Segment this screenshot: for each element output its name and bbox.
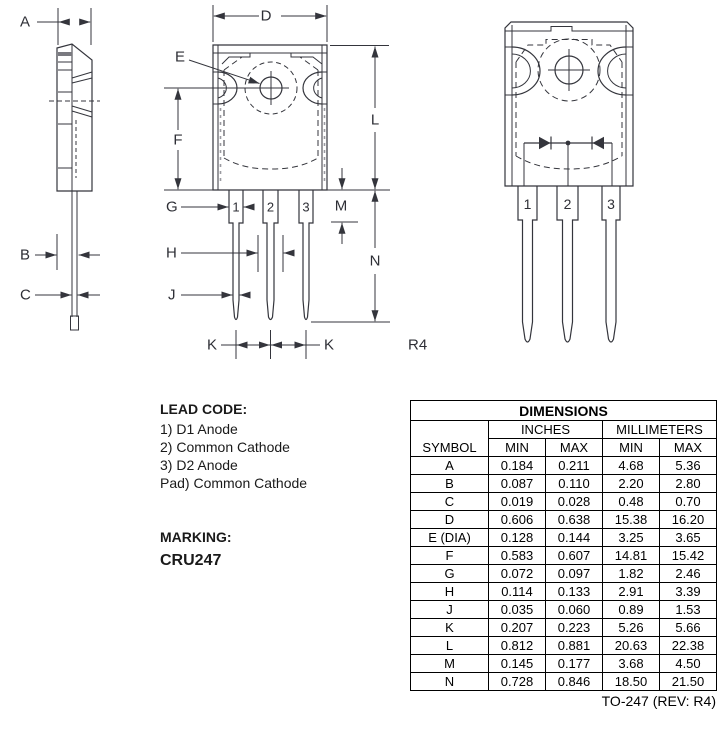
front-view-dimension-lines [164,5,390,359]
symbol-cell: L [411,637,489,655]
side-view-body [49,44,100,191]
mm-min-cell: 20.63 [603,637,660,655]
side-view [20,8,100,330]
front-view [164,5,390,359]
mm-max-cell: 2.80 [660,475,717,493]
mm-max-header: MAX [660,439,717,457]
in-max-cell: 0.638 [546,511,603,529]
inches-header: INCHES [489,421,603,439]
in-max-cell: 0.607 [546,547,603,565]
symbol-cell: G [411,565,489,583]
table-row [411,475,717,493]
symbol-cell: H [411,583,489,601]
side-view-dimension-lines [35,8,100,295]
in-min-cell: 0.035 [489,601,546,619]
diode-d1-icon [539,137,551,149]
dim-label-n: N [369,252,381,270]
in-max-cell: 0.177 [546,655,603,673]
mm-max-cell: 1.53 [660,601,717,619]
mm-min-header: MIN [603,439,660,457]
table-row [411,619,717,637]
mm-max-cell: 3.65 [660,529,717,547]
pin-1-label-front: 1 [232,199,240,215]
table-row [411,457,717,475]
lead-code-item-1: 1) D1 Anode [160,421,238,437]
mm-max-cell: 3.39 [660,583,717,601]
corner-radius-note: R4 [408,336,428,354]
marking-value: CRU247 [160,552,222,569]
pin-2-label-front: 2 [266,199,275,215]
mm-max-cell: 5.36 [660,457,717,475]
in-min-cell: 0.128 [489,529,546,547]
dim-label-k-left: K [206,336,218,354]
symbol-cell: E (DIA) [411,529,489,547]
in-max-cell: 0.060 [546,601,603,619]
marking-heading: MARKING: [160,529,232,545]
lead-code-heading: LEAD CODE: [160,401,248,417]
symbol-cell: N [411,673,489,691]
mm-min-cell: 14.81 [603,547,660,565]
table-title-row [411,401,717,421]
dim-label-l: L [370,111,380,129]
symbol-cell: K [411,619,489,637]
in-min-cell: 0.072 [489,565,546,583]
mm-min-cell: 1.82 [603,565,660,583]
table-row [411,673,717,691]
in-max-cell: 0.144 [546,529,603,547]
mm-max-cell: 22.38 [660,637,717,655]
mm-max-cell: 5.66 [660,619,717,637]
table-row [411,565,717,583]
in-min-header: MIN [489,439,546,457]
mm-min-cell: 0.89 [603,601,660,619]
table-row [411,637,717,655]
in-max-header: MAX [546,439,603,457]
table-row [411,547,717,565]
symbol-cell: A [411,457,489,475]
mm-min-cell: 3.68 [603,655,660,673]
in-min-cell: 0.184 [489,457,546,475]
table-row [411,601,717,619]
table-row [411,493,717,511]
dimensions-table [410,400,717,691]
in-max-cell: 0.846 [546,673,603,691]
in-max-cell: 0.223 [546,619,603,637]
dim-label-b: B [20,246,31,264]
symbol-cell: J [411,601,489,619]
dim-label-h: H [166,244,177,262]
mm-min-cell: 18.50 [603,673,660,691]
table-title: DIMENSIONS [411,401,717,421]
pin-3-label-front: 3 [302,199,310,215]
mm-min-cell: 15.38 [603,511,660,529]
in-min-cell: 0.207 [489,619,546,637]
dim-label-c: C [20,286,31,304]
diode-d2-icon [593,137,605,149]
mm-max-cell: 15.42 [660,547,717,565]
mm-min-cell: 4.68 [603,457,660,475]
in-max-cell: 0.028 [546,493,603,511]
table-row [411,511,717,529]
side-view-lead [71,191,79,330]
dim-label-d: D [260,7,272,25]
dim-label-k-right: K [323,336,335,354]
mm-min-cell: 0.48 [603,493,660,511]
pin-3-label-right: 3 [607,196,615,212]
symbol-cell: C [411,493,489,511]
in-min-cell: 0.145 [489,655,546,673]
mm-min-cell: 5.26 [603,619,660,637]
symbol-cell: B [411,475,489,493]
in-max-cell: 0.881 [546,637,603,655]
internal-diode-schematic [524,137,612,187]
in-min-cell: 0.583 [489,547,546,565]
in-min-cell: 0.114 [489,583,546,601]
mm-min-cell: 2.20 [603,475,660,493]
lead-code-item-pad: Pad) Common Cathode [160,475,308,491]
mm-max-cell: 16.20 [660,511,717,529]
mm-max-cell: 0.70 [660,493,717,511]
lead-code-block [160,400,400,570]
mm-max-cell: 2.46 [660,565,717,583]
in-max-cell: 0.211 [546,457,603,475]
in-min-cell: 0.606 [489,511,546,529]
in-max-cell: 0.097 [546,565,603,583]
dim-label-e: E [175,48,186,66]
in-min-cell: 0.728 [489,673,546,691]
symbol-cell: F [411,547,489,565]
pin-2-label-right: 2 [563,196,572,212]
table-row [411,529,717,547]
dim-label-g: G [166,198,178,216]
front-view-body [213,45,327,190]
mm-max-cell: 21.50 [660,673,717,691]
table-row [411,583,717,601]
dim-label-a: A [20,13,31,31]
lead-code-item-2: 2) Common Cathode [160,439,290,455]
millimeters-header: MILLIMETERS [603,421,717,439]
symbol-cell: M [411,655,489,673]
pin-1-label-right: 1 [523,196,532,212]
dimensions-table-block [410,400,716,709]
symbol-cell: D [411,511,489,529]
lead-code-item-3: 3) D2 Anode [160,457,238,473]
right-view [505,22,633,342]
in-min-cell: 0.087 [489,475,546,493]
mm-max-cell: 4.50 [660,655,717,673]
dim-label-f: F [173,131,183,149]
in-max-cell: 0.110 [546,475,603,493]
symbol-header: SYMBOL [411,421,489,457]
dim-label-j: J [168,286,176,304]
dim-label-m: M [334,197,348,215]
mm-min-cell: 3.25 [603,529,660,547]
in-min-cell: 0.812 [489,637,546,655]
mm-min-cell: 2.91 [603,583,660,601]
in-max-cell: 0.133 [546,583,603,601]
in-min-cell: 0.019 [489,493,546,511]
package-revision-footer: TO-247 (REV: R4) [601,693,716,709]
table-units-row [411,421,717,439]
table-row [411,655,717,673]
